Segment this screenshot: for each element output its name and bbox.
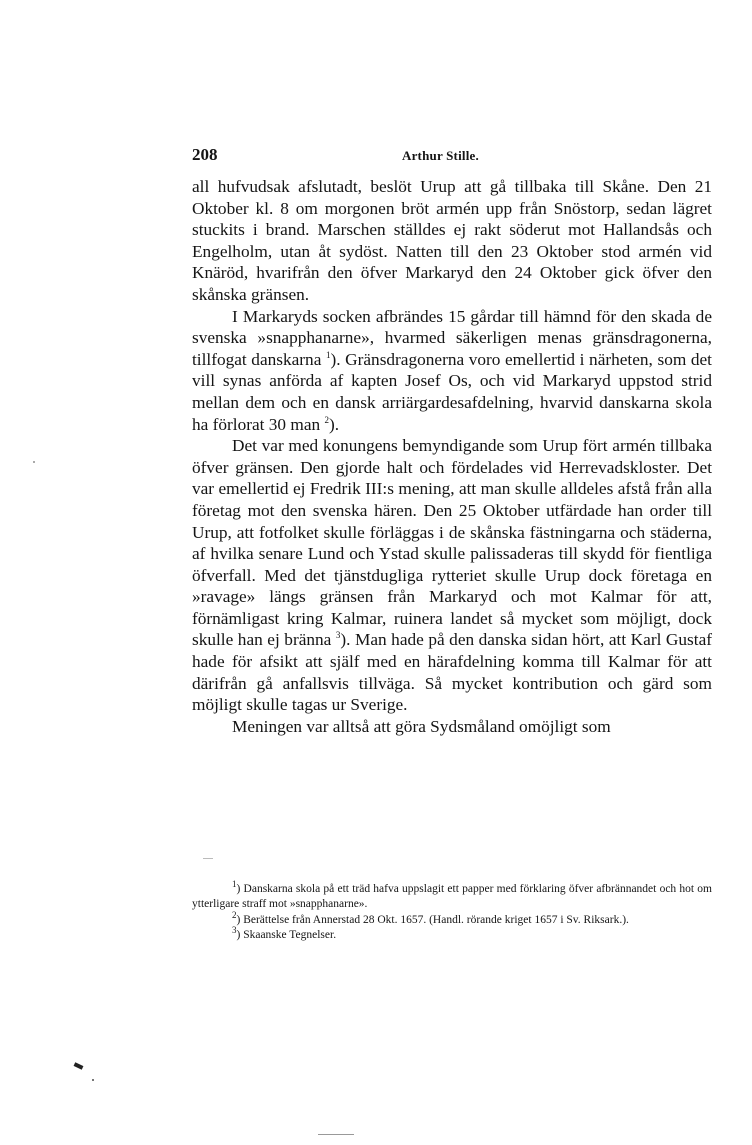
footnote-2-marker: 2 [232,909,237,920]
body-text [192,176,712,737]
footnote-1-marker: 1 [232,879,237,890]
bottom-mark [318,1134,354,1135]
footnote-1 [192,879,712,913]
footnote-2-text: ) Berättelse från Annerstad 28 Okt. 1657. (Handl. rörande kriget 1657 i Sv. Riksark.). [236,913,629,926]
page-number: 208 [192,145,218,164]
paragraph-3-text-a: Det var med konungens bemyndigande som Urup fört armén tillbaka öfver gränsen. Den gjorde halt och fördelades vid Herrevadskloster. Det var emellertid ej Fredrik III:s mening, att man skulle alldeles afstå från alla företag mot den svenska hären. Den 25 Oktober utfärdade han order till Urup, att fotfolket skulle förläggas i de skånska fästningarna och städerna, af hvilka senare Lund och Ystad skulle palissaderas till skydd för fientliga öfverfall. Med det tjänstdugliga rytteriet skulle Urup dock företaga en »ravage» längs gränsen från Markaryd och mot Kalmar för att, förnämligast kring Kalmar, ruinera landet så mycket som möjligt, dock skulle han ej bränna [192,436,712,650]
paragraph-3 [192,435,712,716]
running-head: Arthur Stille. [402,148,479,163]
paragraph-2 [192,306,712,436]
margin-dot [33,461,35,463]
footnote-1-text: ) Danskarna skola på ett träd hafva uppslagit ett papper med förklaring öfver afbrännandet och hot om ytterligare straff mot »snapphanarne». [192,883,712,911]
footnote-2 [192,909,712,928]
footnote-3-marker: 3 [232,925,237,936]
footnote-3-text: ) Skaanske Tegnelser. [236,929,337,942]
page-header [192,145,712,167]
paragraph-4-text: Meningen var alltså att göra Sydsmåland omöjligt som [232,716,611,736]
footnote-ref-3: 3 [335,630,341,641]
paragraph-4 [192,716,712,738]
paragraph-2-text-b: ). Gränsdragonerna voro emellertid i närheten, som det vill synas anförda af kapten Josef Os, och vid Markaryd uppstod strid mellan dem och en dansk arriärgardesafdelning, hvarvid danskarna skola ha förlorat 30 man [192,349,712,434]
paragraph-2-text-a: I Markaryds socken afbrändes 15 gårdar till hämnd för den skada de svenska »snapphanarne», hvarmed säkerligen menas gränsdragonerna, tillfogat danskarna [192,306,712,369]
paragraph-1 [192,176,712,306]
footnote-separator [203,858,213,859]
paragraph-3-text-b: ). Man hade på den danska sidan hört, att Karl Gustaf hade för afsikt att själf med en härafdelning komma till Kalmar för att därifrån gå anfallsvis tillväga. Så mycket kontribution och gärd som möjligt skulle tagas ur Sverige. [192,630,712,715]
footnote-3 [192,925,712,943]
footnotes [192,879,712,944]
ink-dot [92,1079,94,1081]
footnote-ref-2: 2 [324,414,329,425]
ink-speck [74,1062,84,1069]
footnote-ref-1: 1 [325,349,331,360]
paragraph-1-text: all hufvudsak afslutadt, beslöt Urup att gå tillbaka till Skåne. Den 21 Oktober kl. 8 om morgonen bröt armén upp från Snöstorp, sedan lägret stuckits i brand. Marschen ställdes ej rakt söderut mot Hallandsås och Engelholm, utan åt sydöst. Natten till den 23 Oktober stod armén vid Knäröd, hvarifrån den öfver Markaryd den 24 Oktober gick öfver den skånska gränsen. [192,177,712,304]
paragraph-2-text-c: ). [328,414,340,434]
